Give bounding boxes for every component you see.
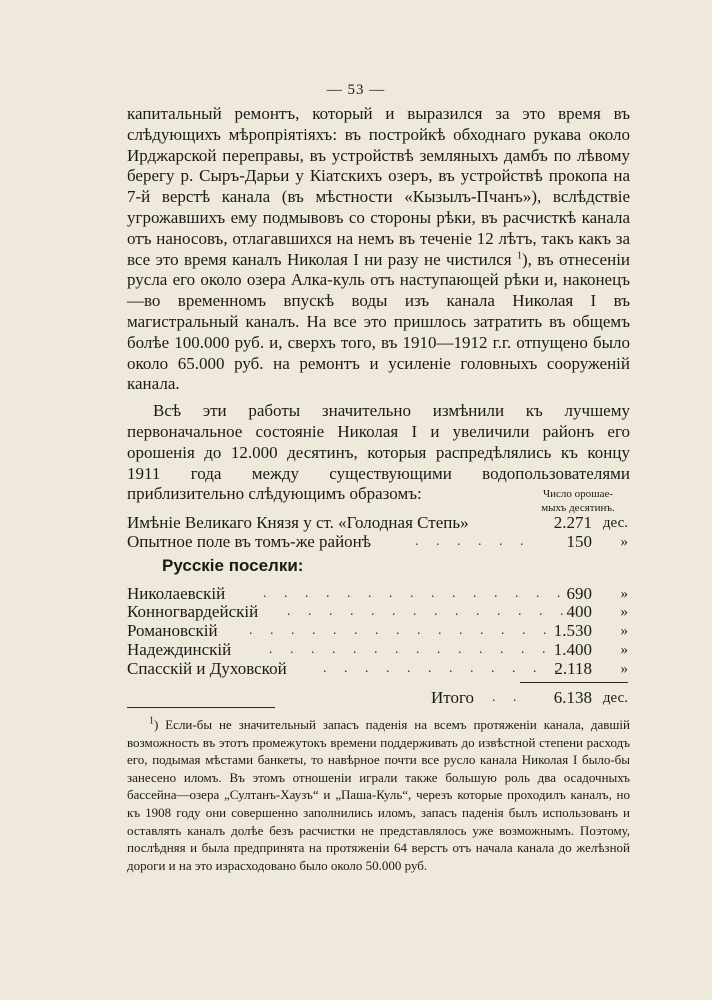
settlement-value: 2.118 — [554, 659, 592, 678]
total-label: Итого — [431, 688, 475, 707]
settlement-dots: . . . . . . . . . . . . . . — [269, 642, 553, 657]
settlement-label: Николаевскій — [127, 584, 226, 603]
footnote-reference: 1 — [517, 249, 522, 261]
settlement-unit: » — [620, 642, 628, 658]
settlement-dots: . . . . . . . . . . . . . . — [287, 604, 571, 619]
body-text — [127, 104, 630, 505]
settlement-row — [127, 640, 630, 660]
total-unit: дес. — [602, 690, 628, 706]
settlement-dots: . . . . . . . . . . . . — [323, 661, 565, 676]
section-heading-settlements: Русскіе поселки: — [162, 556, 304, 575]
footnote-mark: 1 — [149, 715, 154, 727]
settlement-unit: » — [620, 661, 628, 677]
settlement-unit: » — [620, 604, 628, 620]
row-experimental-label: Опытное поле въ томъ-же районѣ — [127, 532, 372, 551]
settlement-row — [127, 584, 630, 604]
total-value: 6.138 — [553, 688, 592, 707]
settlement-label: Романовскій — [127, 621, 218, 640]
column-header-line-1: Число орошае- — [542, 488, 614, 500]
row-estate — [127, 513, 630, 533]
settlement-label: Конногвардейскій — [127, 602, 259, 621]
settlement-label: Надеждинскій — [127, 640, 232, 659]
paragraph-distribution: Всѣ эти работы значительно измѣнили къ лучшему первоначальное состояніе Николая I и увеличили районъ его орошенія до 12.000 десятинъ, которыя распредѣлялись къ концу 1911 года между существующими водопользователями приблизительно слѣдующимъ образомъ: — [127, 401, 630, 504]
settlement-dots: . . . . . . . . . . . . . . . — [249, 623, 554, 638]
row-experimental-value: 150 — [566, 532, 592, 551]
settlement-row — [127, 602, 630, 622]
footnote — [127, 716, 630, 874]
settlement-unit: » — [620, 623, 628, 639]
total-rule — [520, 682, 628, 683]
settlement-dots: . . . . . . . . . . . . . . . — [263, 586, 568, 601]
total-dots: . . — [492, 690, 524, 705]
row-estate-label: Имѣніе Великаго Князя у ст. «Голодная Степь» — [127, 513, 469, 532]
settlement-value: 690 — [566, 584, 592, 603]
paragraph-repairs — [127, 104, 630, 395]
row-estate-value: 2.271 — [553, 513, 592, 532]
row-estate-unit: дес. — [602, 515, 628, 531]
settlement-value: 400 — [566, 602, 592, 621]
settlement-value: 1.530 — [553, 621, 592, 640]
settlement-label: Спасскій и Духовской — [127, 659, 287, 678]
footnote-paragraph — [127, 716, 630, 874]
row-experimental-dots: . . . . . . — [415, 534, 531, 549]
page-number: — 53 — — [326, 82, 386, 98]
settlement-value: 1.400 — [553, 640, 592, 659]
column-header-line-2: мыхъ десятинъ. — [541, 502, 615, 514]
settlement-row — [127, 659, 630, 679]
paragraph-repairs-continuation: ), въ отнесеніи русла его около озера Алка-куль отъ наступающей рѣки и, наконецъ —во временномъ впускѣ воды изъ канала Николая I въ магистральный каналъ. На все это пришлось затратить въ общемъ болѣе 100.000 руб. и, сверхъ того, въ 1910—1912 г.г. отпущено было около 65.000 руб. на ремонтъ и усиленіе головныхъ сооруженій канала. — [127, 249, 631, 394]
total-row — [127, 688, 630, 708]
row-experimental-field — [127, 532, 630, 552]
settlement-row — [127, 621, 630, 641]
footnote-separator — [127, 707, 275, 708]
column-header — [518, 487, 638, 515]
row-experimental-unit: » — [620, 534, 628, 550]
paragraph-repairs-text: капитальный ремонтъ, который и выразился за это время въ слѣдующихъ мѣропріятіяхъ: въ постройкѣ обходнаго рукава около Ирджарской переправы, въ устройствѣ земляныхъ дамбъ по лѣвому берегу р. Сыръ-Дарьи у Кіатскихъ озеръ, въ устройствѣ прокопа на 7-й верстѣ канала (въ мѣстности «Кызылъ-Пчанъ»), вслѣдствіе угрожавшихъ ему подмывовъ со стороны рѣки, въ расчисткѣ канала отъ наносовъ, отлагавшихся на немъ въ теченіе 12 лѣтъ, такъ какъ за все это время каналъ Николая I ни разу не чистился — [127, 104, 630, 269]
settlement-unit: » — [620, 586, 628, 602]
footnote-text: ) Если-бы не значительный запасъ паденія на всемъ протяженіи канала, давшій возможность въ этотъ промежутокъ времени поддерживать до извѣстной степени расходъ его, подымая мѣстами банкеты, то навѣрное почти все русло канала Николая I было-бы занесено иломъ. Въ этомъ отношеніи играли также большую роль два осадочныхъ бассейна—озера „Султанъ-Хаузъ“ и „Паша-Куль“, черезъ которые проходилъ каналъ, но къ 1908 году они совершенно заполнились иломъ, запасъ паденія былъ использованъ и оставлять каналъ долѣе безъ расчистки не представлялось уже возможнымъ. Поэтому, послѣдняя и была предпринята на протяженіи 64 верстъ отъ начала канала до желѣзной дороги и на это израсходовано было около 50.000 руб. — [127, 717, 630, 873]
